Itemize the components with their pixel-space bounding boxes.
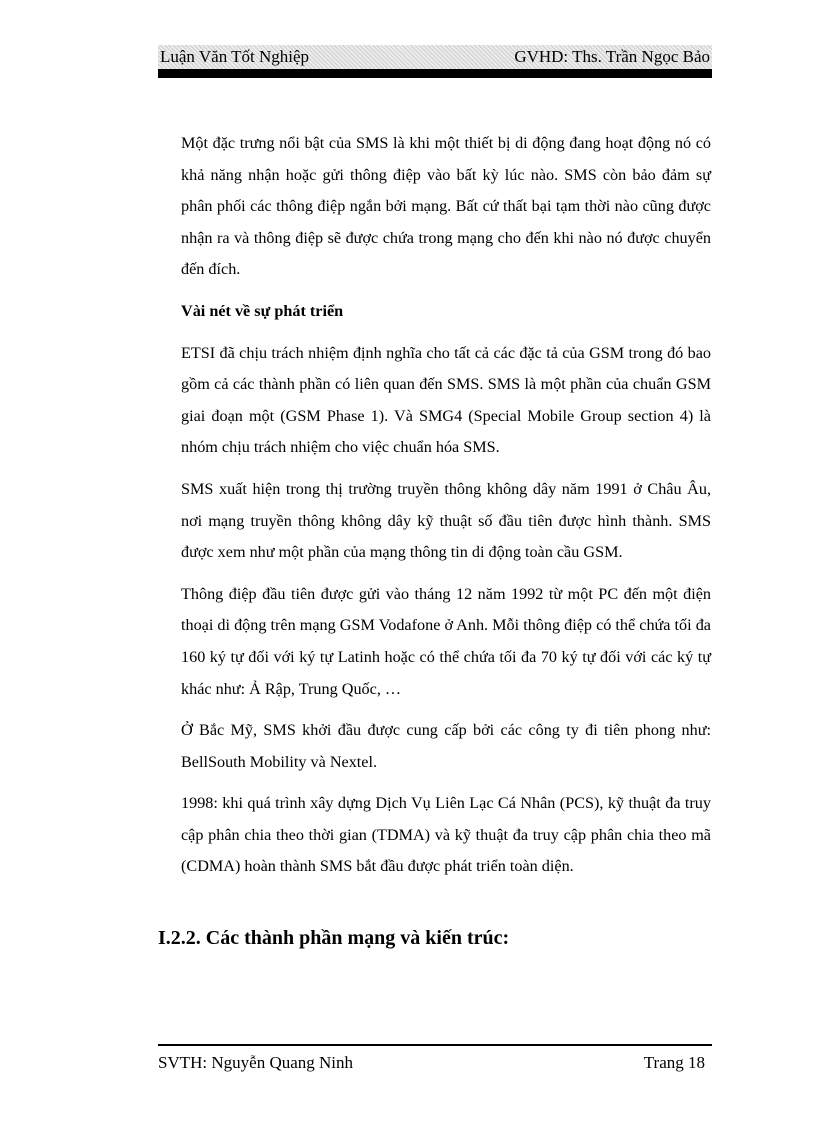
header-rule <box>158 69 712 78</box>
page-footer <box>158 1053 705 1073</box>
page-header <box>158 45 712 69</box>
footer-student: SVTH: Nguyễn Quang Ninh <box>158 1053 354 1072</box>
header-advisor: GVHD: Ths. Trần Ngọc Bảo <box>514 47 710 66</box>
page-number: Trang 18 <box>643 1053 705 1072</box>
header-thesis-title: Luận Văn Tốt Nghiệp <box>160 47 310 66</box>
paragraph-1998: 1998: khi quá trình xây dựng Dịch Vụ Liên Lạc Cá Nhân (PCS), kỹ thuật đa truy cập phân chia theo thời gian (TDMA) và kỹ thuật đa truy cập phân chia theo mã (CDMA) hoàn thành SMS bắt đầu được phát triển toàn diện. <box>181 794 711 876</box>
main-content <box>181 128 711 893</box>
paragraph-north-america: Ở Bắc Mỹ, SMS khởi đầu được cung cấp bởi các công ty đi tiên phong như: BellSouth Mobility và Nextel. <box>181 721 711 771</box>
footer-rule <box>158 1044 712 1046</box>
paragraph-1991: SMS xuất hiện trong thị trường truyền thông không dây năm 1991 ở Châu Âu, nơi mạng truyền thông không dây kỹ thuật số đầu tiên được hình thành. SMS được xem như một phần của mạng thông tin di động toàn cầu GSM. <box>181 479 711 562</box>
subheading: Vài nét về sự phát triển <box>181 301 344 320</box>
intro-paragraph: Một đặc trưng nổi bật của SMS là khi một thiết bị di động đang hoạt động nó có khả năng nhận hoặc gửi thông điệp vào bất kỳ lúc nào. SMS còn bảo đảm sự phân phối các thông điệp ngắn bởi mạng. Bất cứ thất bại tạm thời nào cũng được nhận ra và thông điệp sẽ được chứa trong mạng cho đến khi nào nó được chuyển đến đích. <box>181 134 711 279</box>
paragraph-1992: Thông điệp đầu tiên được gửi vào tháng 12 năm 1992 từ một PC đến một điện thoại di động trên mạng GSM Vodafone ở Anh. Mỗi thông điệp có thể chứa tối đa 160 ký tự đối với ký tự Latinh hoặc có thể chứa tối đa 70 ký tự đối với các ký tự khác như: Ả Rập, Trung Quốc, … <box>181 584 711 698</box>
paragraph-etsi: ETSI đã chịu trách nhiệm định nghĩa cho tất cả các đặc tả của GSM trong đó bao gồm cả các thành phần có liên quan đến SMS. SMS là một phần của chuẩn GSM giai đoạn một (GSM Phase 1). Và SMG4 (Special Mobile Group section 4) là nhóm chịu trách nhiệm cho việc chuẩn hóa SMS. <box>181 343 711 457</box>
section-title: I.2.2. Các thành phần mạng và kiến trúc: <box>158 927 510 949</box>
